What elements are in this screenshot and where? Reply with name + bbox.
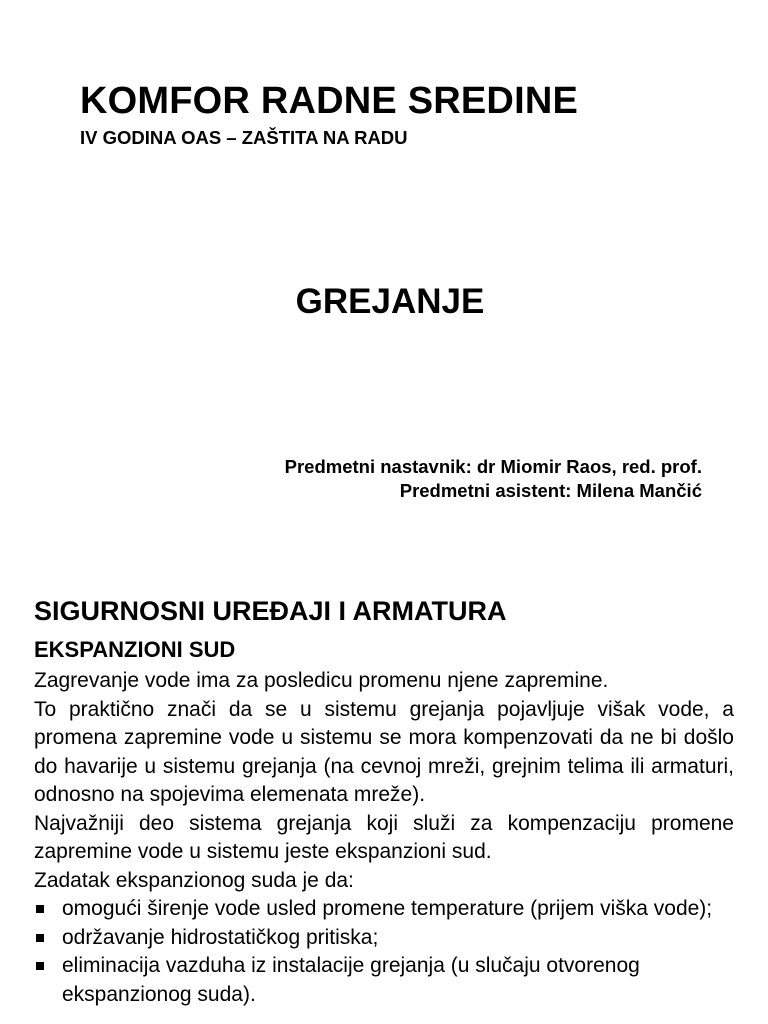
bullet-item <box>34 952 734 1009</box>
square-bullet-icon <box>36 962 44 970</box>
credits-block <box>285 455 702 503</box>
bullet-text: eliminacija vazduha iz instalacije grejanja (u slučaju otvorenog ekspanzionog suda). <box>62 954 640 1006</box>
course-title: KOMFOR RADNE SREDINE <box>80 80 579 122</box>
course-subtitle: IV GODINA OAS – ZAŠTITA NA RADU <box>80 127 408 148</box>
bullet-item <box>34 895 734 924</box>
paragraph: To praktično znači da se u sistemu grejanja pojavljuje višak vode, a promena zapremine vode u sistemu se mora kompenzovati da ne bi došlo do havarije u sistemu grejanja (na cevnoj mreži, grejnim telima ili armaturi, odnosno na spojevima elemenata mreže). <box>34 697 734 806</box>
body-text <box>34 667 734 1009</box>
bullet-text: omogući širenje vode usled promene temperature (prijem viška vode); <box>62 897 713 920</box>
paragraph: Zadatak ekspanzionog suda je da: <box>34 868 354 892</box>
paragraph: Zagrevanje vode ima za posledicu promenu njene zapremine. <box>34 669 609 692</box>
square-bullet-icon <box>36 934 44 942</box>
paragraph: Najvažniji deo sistema grejanja koji služi za kompenzaciju promene zapremine vode u sistemu jeste ekspanzioni sud. <box>34 811 734 863</box>
assistant-line: Predmetni asistent: Milena Mančić <box>399 480 702 501</box>
content-slide <box>0 548 768 1024</box>
bullet-item <box>34 924 734 953</box>
sub-heading: EKSPANZIONI SUD <box>34 637 236 662</box>
square-bullet-icon <box>36 905 44 913</box>
professor-line: Predmetni nastavnik: dr Miomir Raos, red. prof. <box>284 456 702 477</box>
section-heading: SIGURNOSNI UREĐAJI I ARMATURA <box>34 596 507 626</box>
bullet-text: održavanje hidrostatičkog pritiska; <box>62 925 379 949</box>
bullet-list <box>34 895 734 1009</box>
lecture-topic: GREJANJE <box>295 282 485 321</box>
